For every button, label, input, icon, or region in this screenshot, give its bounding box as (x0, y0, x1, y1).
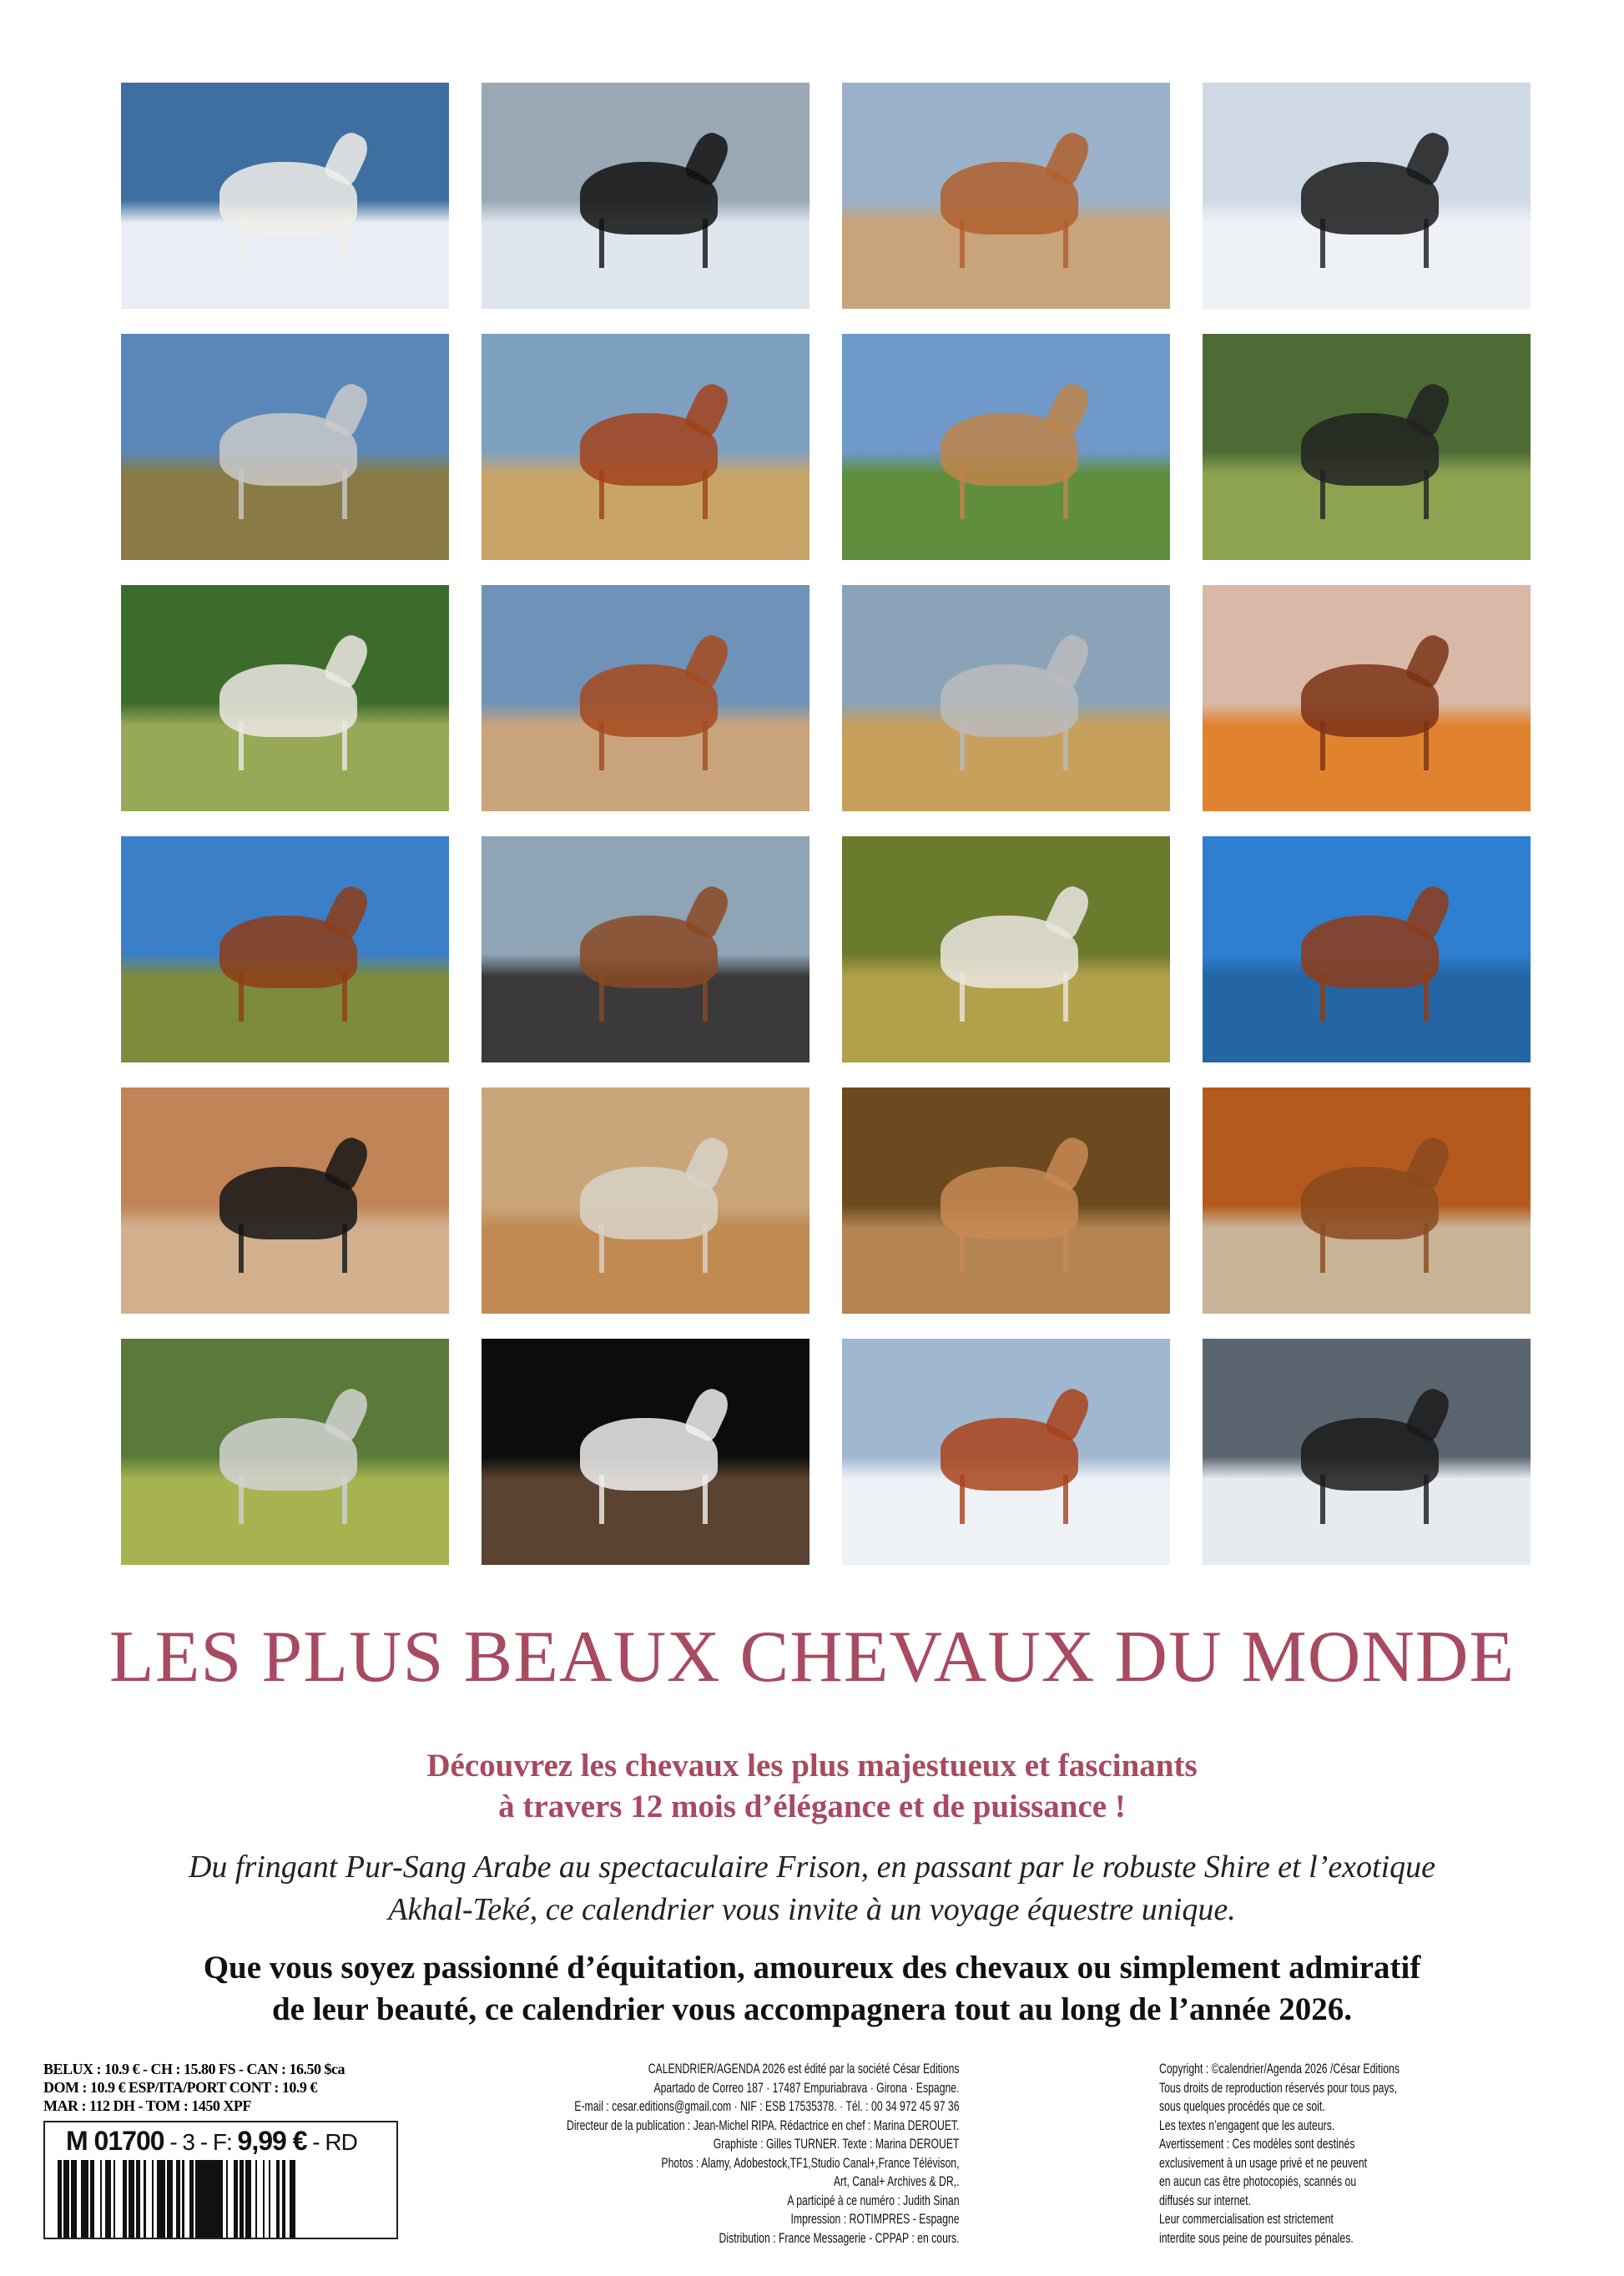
horse-photo (482, 836, 809, 1062)
barcode-bar (270, 2160, 276, 2238)
price-line: MAR : 112 DH - TOM : 1450 XPF (43, 2097, 251, 2114)
publisher-line: Apartado de Correo 187 · 17487 Empuriabrava · Girona · Espagne. (653, 2079, 960, 2096)
publisher-line: A participé à ce numéro : Judith Sinan (787, 2192, 960, 2208)
barcode-bar (295, 2160, 297, 2238)
barcode (43, 2121, 398, 2239)
horse-legs (1320, 470, 1429, 520)
barcode-bar (115, 2160, 123, 2238)
publisher-line: E-mail : cesar.editions@gmail.com · NIF : ESB 17535378. · Tél. : 00 34 972 45 97 36 (574, 2098, 960, 2114)
horse-legs (239, 219, 347, 269)
publisher-line: CALENDRIER/AGENDA 2026 est édité par la société César Editions (648, 2061, 960, 2077)
barcode-bar (146, 2160, 152, 2238)
page-title: LES PLUS BEAUX CHEVAUX DU MONDE (108, 1617, 1516, 1698)
copyright-line: exclusivement à un usage privé et ne peuvent (1159, 2154, 1368, 2171)
horse-photo (1203, 836, 1531, 1062)
horse-photo (482, 83, 809, 309)
horse-legs (1320, 972, 1429, 1022)
horse-photo (121, 1339, 449, 1565)
horse-photo (842, 1088, 1170, 1314)
tagline-line-2: de leur beauté, ce calendrier vous accompagnera tout au long de l’année 2026. (271, 1991, 1353, 2027)
subtitle-line-1: Découvrez les chevaux les plus majestueux et fascinants (426, 1748, 1198, 1784)
horse-legs (239, 721, 347, 771)
publisher-info (567, 2060, 960, 2248)
publisher-line: Graphiste : Gilles TURNER. Texte : Marina DEROUET (714, 2136, 960, 2152)
copyright-line: interdite sous peine de poursuites pénales. (1159, 2229, 1354, 2246)
copyright-line: diffusés sur internet. (1159, 2192, 1252, 2208)
horse-photo (842, 836, 1170, 1062)
barcode-bar (195, 2160, 222, 2238)
horse-legs (599, 1224, 708, 1274)
subtitle-line-2: à travers 12 mois d’élégance et de puissance ! (498, 1789, 1126, 1824)
publisher-line: Directeur de la publication : Jean-Michel RIPA. Rédactrice en chef : Marina DEROUET. (567, 2117, 960, 2133)
intro-line-1: Du fringant Pur-Sang Arabe au spectaculaire Frison, en passant par le robuste Shire et l’exotique (188, 1850, 1436, 1885)
horse-photo (482, 1088, 809, 1314)
horse-legs (960, 219, 1068, 269)
horse-legs (1320, 1224, 1429, 1274)
horse-legs (1320, 219, 1429, 269)
barcode-code: M 01700 (66, 2126, 164, 2156)
horse-legs (599, 219, 708, 269)
horse-legs (599, 470, 708, 520)
barcode-bars (58, 2160, 386, 2238)
barcode-bar (290, 2160, 295, 2238)
horse-photo (121, 334, 449, 560)
copyright-info (1159, 2060, 1400, 2248)
tagline-line-1: Que vous soyez passionné d’équitation, amoureux des chevaux ou simplement admiratif (203, 1950, 1421, 1986)
publisher-line: Photos : Alamy, Adobestock,TF1,Studio Canal+,France Télévison, (661, 2154, 960, 2171)
horse-photo (121, 1088, 449, 1314)
price-line: DOM : 10.9 € ESP/ITA/PORT CONT : 10.9 € (43, 2079, 317, 2096)
horse-legs (960, 972, 1068, 1022)
copyright-line: Leur commercialisation est strictement (1159, 2211, 1334, 2227)
horse-photo (121, 836, 449, 1062)
horse-legs (599, 721, 708, 771)
barcode-suffix: - RD (312, 2129, 357, 2155)
copyright-line: Avertissement : Ces modèles sont destinés (1159, 2136, 1355, 2152)
horse-photo (842, 83, 1170, 309)
horse-photo (1203, 83, 1531, 309)
horse-legs (960, 1475, 1068, 1525)
barcode-label (66, 2126, 357, 2157)
barcode-bar (81, 2160, 88, 2238)
horse-legs (1320, 1475, 1429, 1525)
horse-legs (1320, 721, 1429, 771)
barcode-bar (245, 2160, 251, 2238)
barcode-bar (71, 2160, 77, 2238)
price-line: BELUX : 10.9 € - CH : 15.80 FS - CAN : 16.50 $ca (43, 2061, 345, 2077)
copyright-line: sous quelques procédés que ce soit. (1159, 2098, 1325, 2114)
price-list (43, 2060, 345, 2115)
copyright-line: en aucun cas être photocopiés, scannés ou (1159, 2173, 1357, 2189)
horse-photo (482, 334, 809, 560)
photo-grid (121, 83, 1530, 1565)
barcode-bar (184, 2160, 190, 2238)
horse-photo (121, 585, 449, 811)
horse-photo (842, 334, 1170, 560)
horse-legs (599, 972, 708, 1022)
barcode-bar (105, 2160, 111, 2238)
barcode-bar (94, 2160, 100, 2238)
publisher-line: Impression : ROTIMPRES - Espagne (790, 2211, 960, 2227)
publisher-line: Distribution : France Messagerie - CPPAP : en cours. (719, 2229, 960, 2246)
horse-photo (121, 83, 449, 309)
copyright-line: Copyright : ©calendrier/Agenda 2026 /César Editions (1159, 2061, 1400, 2077)
horse-photo (1203, 334, 1531, 560)
barcode-bar (228, 2160, 234, 2238)
horse-photo (842, 1339, 1170, 1565)
horse-photo (482, 585, 809, 811)
horse-legs (960, 721, 1068, 771)
barcode-bar (63, 2160, 69, 2238)
horse-photo (1203, 1088, 1531, 1314)
barcode-bar (167, 2160, 173, 2238)
horse-photo (1203, 585, 1531, 811)
copyright-line: Tous droits de reproduction réservés pour tous pays, (1159, 2079, 1398, 2096)
barcode-bar (129, 2160, 134, 2238)
horse-legs (599, 1475, 708, 1525)
horse-photo (482, 1339, 809, 1565)
copyright-line: Les textes n’engagent que les auteurs. (1159, 2117, 1335, 2133)
horse-legs (239, 1475, 347, 1525)
barcode-bar (157, 2160, 164, 2238)
barcode-price: 9,99 € (237, 2126, 307, 2156)
horse-photo (842, 585, 1170, 811)
horse-legs (960, 1224, 1068, 1274)
horse-legs (239, 1224, 347, 1274)
horse-legs (960, 470, 1068, 520)
barcode-bar (257, 2160, 263, 2238)
horse-legs (239, 972, 347, 1022)
publisher-line: Art, Canal+ Archives & DR,. (834, 2173, 960, 2189)
intro-line-2: Akhal-Teké, ce calendrier vous invite à un voyage équestre unique. (388, 1892, 1236, 1927)
barcode-issue: - 3 - F: (169, 2129, 232, 2155)
horse-legs (239, 470, 347, 520)
horse-photo (1203, 1339, 1531, 1565)
